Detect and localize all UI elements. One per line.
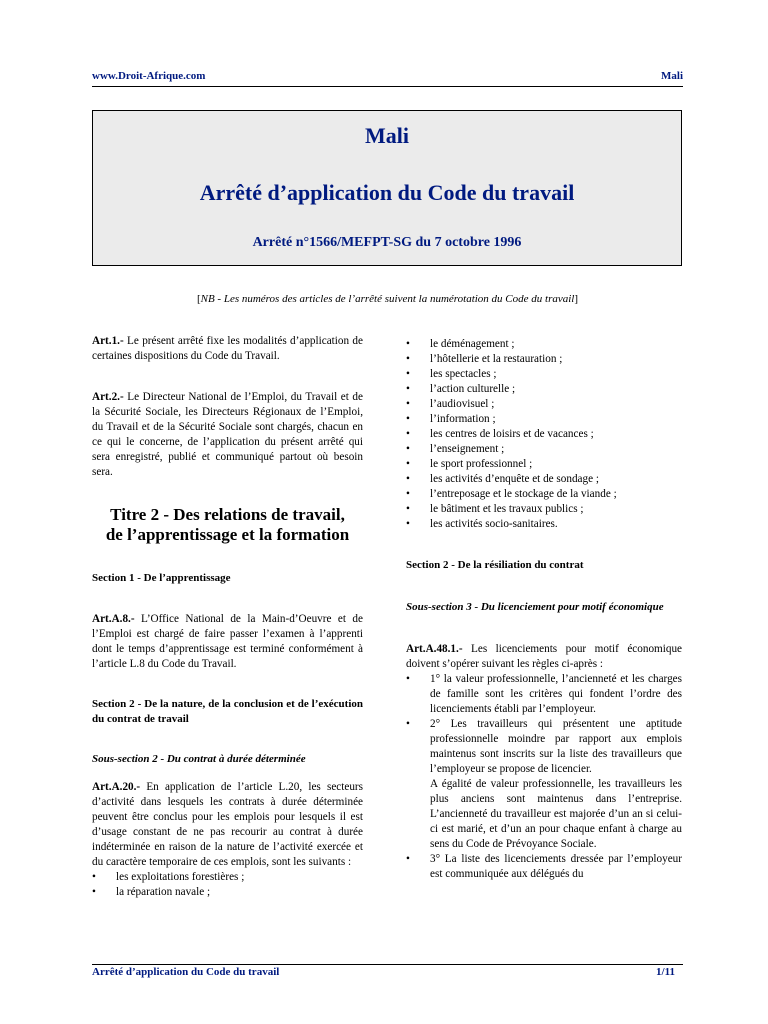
list-item: • 3° La liste des licenciements dressée par l’employeur est communiquée aux délégués du bbox=[406, 852, 682, 882]
list-item: • la réparation navale ; bbox=[92, 885, 363, 900]
header-country: Mali bbox=[661, 70, 683, 82]
artA481: Art.A.48.1.- Les licenciements pour motif économique doivent s’opérer suivant les règles ci-après : • 1° la valeur professionnelle, l’ancienneté et les charges de famille sont les critères qui fondent l’ordre des licenciements établi par l’employeur. • 2° Les travailleurs qui présentent une aptitude professionnelle moindre par rapport aux emplois maintenus sont inscrits sur la liste des travailleurs que l’employeur se propose de licencier. A égalité de valeur professionnelle, les travailleurs les plus anciens sont maintenus dans l’entreprise. L’ancienneté du travailleur est majorée d’un an si celui-ci est marié, et d’un an pour chaque enfant à charge au sens du Code de Prévoyance Sociale. • 3° La liste des licenciements dressée par l’employeur est communiquée aux délégués du bbox=[406, 642, 682, 882]
list-item: • 2° Les travailleurs qui présentent une aptitude professionnelle moindre par rapport aux emplois maintenus sont inscrits sur la liste des travailleurs que l’employeur se propose de licencier. A égalité de valeur professionnelle, les travailleurs les plus anciens sont maintenus dans l’entreprise. L’ancienneté du travailleur est majorée d’un an si celui-ci est marié, et d’un an pour chaque enfant à charge au sens du Code de Prévoyance Sociale. bbox=[406, 717, 682, 852]
list-item: • l’hôtellerie et la restauration ; bbox=[406, 352, 682, 367]
art2: Art.2.- Le Directeur National de l’Emploi, du Travail et de la Sécurité Sociale, les Directeurs Régionaux de l’Emploi, du Travail et de la Sécurité Sociale sont chargés, chacun en ce qui le concerne, de l’application du présent arrêté qui sera enregistré, publié et communiqué partout où besoin sera. bbox=[92, 391, 363, 478]
list-item: • l’information ; bbox=[406, 412, 682, 427]
nb-text: NB - Les numéros des articles de l’arrêté suivent la numérotation du Code du travail bbox=[200, 293, 575, 305]
list-item-continuation: A égalité de valeur professionnelle, les travailleurs les plus anciens sont maintenus dans l’entreprise. L’ancienneté du travailleur est majorée d’un an si celui-ci est marié, et d’un an pour chaque enfant à charge au sens du Code de Prévoyance Sociale. bbox=[430, 778, 682, 850]
page-number: 1/11 bbox=[656, 966, 675, 978]
site-url[interactable]: www.Droit-Afrique.com bbox=[92, 70, 206, 82]
left-bullet-list bbox=[92, 870, 363, 900]
list-item: • l’entreposage et le stockage de la viande ; bbox=[406, 487, 682, 502]
section1-heading: Section 1 - De l’apprentissage bbox=[92, 572, 231, 584]
artA8: Art.A.8.- L’Office National de la Main-d’Oeuvre et de l’Emploi est chargé de faire passer l’examen à l’apprenti dont le temps d’apprentissage est terminé conformément à l’article L.8 du Code du Travail. bbox=[92, 613, 363, 670]
nb-note: [NB - Les numéros des articles de l’arrêté suivent la numérotation du Code du travail] bbox=[196, 293, 579, 305]
section2-resiliation-heading: Section 2 - De la résiliation du contrat bbox=[406, 559, 584, 571]
art1: Art.1.- Le présent arrêté fixe les modalités d’application de certaines dispositions du Code du Travail. bbox=[92, 335, 363, 362]
section2-heading: Section 2 - De la nature, de la conclusion et de l’exécution du contrat de travail bbox=[92, 698, 363, 725]
list-item: • 1° la valeur professionnelle, l’ancienneté et les charges de famille sont les critères qui fondent l’ordre des licenciements établi par l’employeur. bbox=[406, 672, 682, 717]
list-item: • l’action culturelle ; bbox=[406, 382, 682, 397]
artA20: Art.A.20.- En application de l’article L.20, les secteurs d’activité dans lesquels les contrats à durée déterminée peuvent être conclus pour les emplois pour lesquels il est d’usage constant de ne pas recourir au contrat à durée indéterminée en raison de la nature de l’activité exercée et du caractère temporaire de ces emplois, sont les suivants : • les exploitations forestières ; • la réparation navale ; bbox=[92, 780, 363, 900]
list-item: • les activités socio-sanitaires. bbox=[406, 517, 682, 532]
licenciement-rules-list bbox=[406, 672, 682, 882]
document-title: Arrêté d’application du Code du travail bbox=[199, 180, 575, 205]
artA481-label: Art.A.48.1.- bbox=[406, 643, 463, 655]
title-country: Mali bbox=[365, 123, 409, 148]
list-item: • le sport professionnel ; bbox=[406, 457, 682, 472]
right-bullet-list-wrap bbox=[406, 337, 682, 532]
page-header bbox=[92, 70, 683, 82]
title-box bbox=[92, 110, 682, 266]
list-item: • le bâtiment et les travaux publics ; bbox=[406, 502, 682, 517]
header-rule bbox=[92, 86, 683, 87]
art1-label: Art.1.- bbox=[92, 335, 124, 347]
titre2-heading: Titre 2 - Des relations de travail, de l’apprentissage et la formation bbox=[105, 505, 350, 544]
list-item: • les spectacles ; bbox=[406, 367, 682, 382]
list-item: • les centres de loisirs et de vacances ; bbox=[406, 427, 682, 442]
list-item: • les exploitations forestières ; bbox=[92, 870, 363, 885]
subsection2-heading: Sous-section 2 - Du contrat à durée déterminée bbox=[92, 753, 306, 765]
footer-rule bbox=[92, 964, 683, 965]
list-item: • l’audiovisuel ; bbox=[406, 397, 682, 412]
artA20-label: Art.A.20.- bbox=[92, 781, 141, 793]
subsection3-heading: Sous-section 3 - Du licenciement pour motif économique bbox=[406, 601, 664, 613]
artA8-label: Art.A.8.- bbox=[92, 613, 135, 625]
art2-label: Art.2.- bbox=[92, 391, 124, 403]
footer-title: Arrêté d’application du Code du travail bbox=[92, 966, 280, 978]
list-item: • les activités d’enquête et de sondage ; bbox=[406, 472, 682, 487]
list-item: • l’enseignement ; bbox=[406, 442, 682, 457]
page-footer bbox=[92, 966, 683, 978]
right-bullet-list bbox=[406, 337, 682, 532]
decree-reference: Arrêté n°1566/MEFPT-SG du 7 octobre 1996 bbox=[252, 235, 522, 250]
list-item: • le déménagement ; bbox=[406, 337, 682, 352]
